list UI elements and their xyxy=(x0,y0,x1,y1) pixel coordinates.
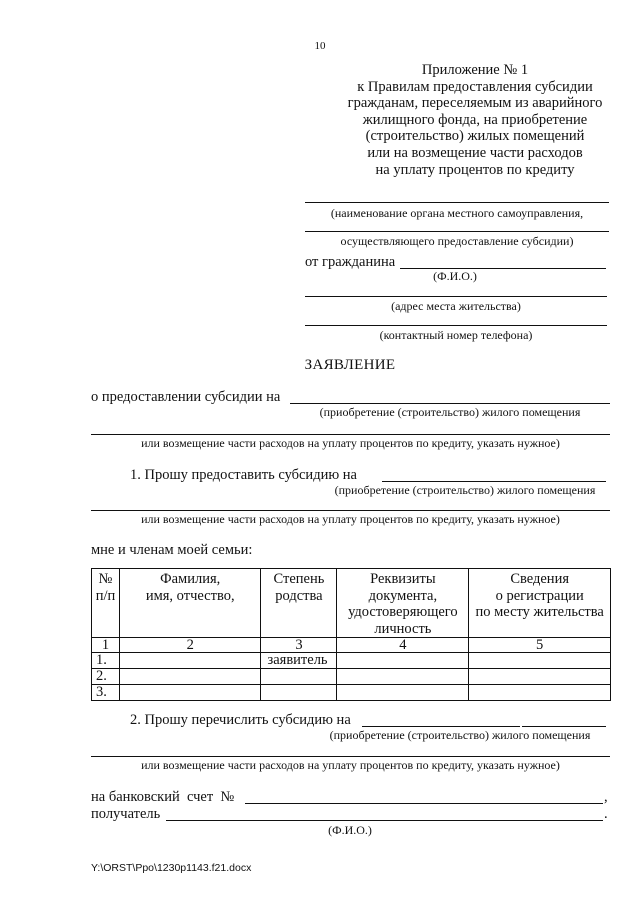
appendix-line: (строительство) жилых помещений xyxy=(365,128,585,145)
appendix-line: на уплату процентов по кредиту xyxy=(375,161,575,178)
footer-file-path: Y:\ORST\Ppo\1230p1143.f21.docx xyxy=(91,862,252,874)
page-number: 10 xyxy=(314,40,326,52)
cell-document[interactable] xyxy=(337,685,469,701)
intro-label: о предоставлении субсидии на xyxy=(91,389,281,405)
family-label: мне и членам моей семьи: xyxy=(91,542,253,558)
item1-subsidy-line-2[interactable] xyxy=(91,510,610,511)
item1-caption-1: (приобретение (строительство) жилого помещения xyxy=(334,483,596,497)
cell-full-name[interactable] xyxy=(119,653,261,669)
cell-relation[interactable] xyxy=(261,685,337,701)
bank-account-label: на банковский счет № xyxy=(91,789,235,805)
cell-number: 3. xyxy=(92,685,120,701)
appendix-line: или на возмещение части расходов xyxy=(367,144,583,161)
document-title: ЗАЯВЛЕНИЕ xyxy=(304,357,396,373)
cell-full-name[interactable] xyxy=(119,685,261,701)
family-members-table xyxy=(91,568,611,701)
cell-registration[interactable] xyxy=(469,685,611,701)
table-header-row xyxy=(92,569,611,638)
appendix-line: к Правилам предоставления субсидии xyxy=(357,78,593,95)
citizen-fio-caption: (Ф.И.О.) xyxy=(433,269,477,283)
recipient-line[interactable] xyxy=(166,820,603,821)
item1-caption-2: или возмещение части расходов на уплату процентов по кредиту, указать нужное) xyxy=(141,512,560,526)
header-number: № п/п xyxy=(92,569,120,638)
address-line[interactable] xyxy=(305,296,607,297)
phone-caption: (контактный номер телефона) xyxy=(379,328,533,342)
cell-relation[interactable] xyxy=(261,669,337,685)
header-registration: Сведения о регистрации по месту жительства xyxy=(469,569,611,638)
item2-caption-2: или возмещение части расходов на уплату процентов по кредиту, указать нужное) xyxy=(141,758,560,772)
item2-label: 2. Прошу перечислить субсидию на xyxy=(130,712,351,728)
cell-registration[interactable] xyxy=(469,669,611,685)
column-number: 2 xyxy=(119,638,261,653)
header-relation: Степень родства xyxy=(261,569,337,638)
item1-label: 1. Прошу предоставить субсидию на xyxy=(130,467,357,483)
phone-line[interactable] xyxy=(305,325,607,326)
cell-document[interactable] xyxy=(337,669,469,685)
intro-caption-1: (приобретение (строительство) жилого помещения xyxy=(319,405,581,419)
recipient-label: получатель xyxy=(91,806,161,822)
cell-full-name[interactable] xyxy=(119,669,261,685)
table-row xyxy=(92,685,611,701)
recipient-fio-caption: (Ф.И.О.) xyxy=(328,823,372,837)
table-column-numbers-row xyxy=(92,638,611,653)
org-caption-1: (наименование органа местного самоуправления, xyxy=(330,206,584,220)
item2-subsidy-line[interactable] xyxy=(362,726,520,727)
address-caption: (адрес места жительства) xyxy=(391,299,521,313)
bank-account-end: , xyxy=(604,789,608,805)
header-document: Реквизиты документа, удостоверяющего личность xyxy=(337,569,469,638)
table-row xyxy=(92,669,611,685)
column-number: 5 xyxy=(469,638,611,653)
org-caption-2: осуществляющего предоставление субсидии) xyxy=(340,234,574,248)
recipient-end: . xyxy=(604,806,608,822)
item2-subsidy-line-b[interactable] xyxy=(522,726,606,727)
column-number: 3 xyxy=(261,638,337,653)
appendix-line: гражданам, переселяемым из аварийного xyxy=(347,95,603,112)
intro-caption-2: или возмещение части расходов на уплату процентов по кредиту, указать нужное) xyxy=(141,436,560,450)
org-name-line[interactable] xyxy=(305,202,609,203)
item2-subsidy-line-2[interactable] xyxy=(91,756,610,757)
cell-document[interactable] xyxy=(337,653,469,669)
table-row xyxy=(92,653,611,669)
cell-number: 1. xyxy=(92,653,120,669)
bank-account-line[interactable] xyxy=(245,803,603,804)
appendix-header xyxy=(330,62,620,178)
column-number: 4 xyxy=(337,638,469,653)
appendix-line: жилищного фонда, на приобретение xyxy=(362,111,588,128)
cell-number: 2. xyxy=(92,669,120,685)
from-citizen-label: от гражданина xyxy=(305,254,396,270)
header-full-name: Фамилия, имя, отчество, xyxy=(119,569,261,638)
item2-caption-1: (приобретение (строительство) жилого помещения xyxy=(329,728,591,742)
appendix-line: Приложение № 1 xyxy=(421,62,529,78)
intro-subsidy-line-2[interactable] xyxy=(91,434,610,435)
cell-registration[interactable] xyxy=(469,653,611,669)
org-name-line-2[interactable] xyxy=(305,231,609,232)
cell-relation[interactable]: заявитель xyxy=(261,653,337,669)
column-number: 1 xyxy=(92,638,120,653)
intro-subsidy-line[interactable] xyxy=(290,403,610,404)
item1-subsidy-line[interactable] xyxy=(382,481,606,482)
